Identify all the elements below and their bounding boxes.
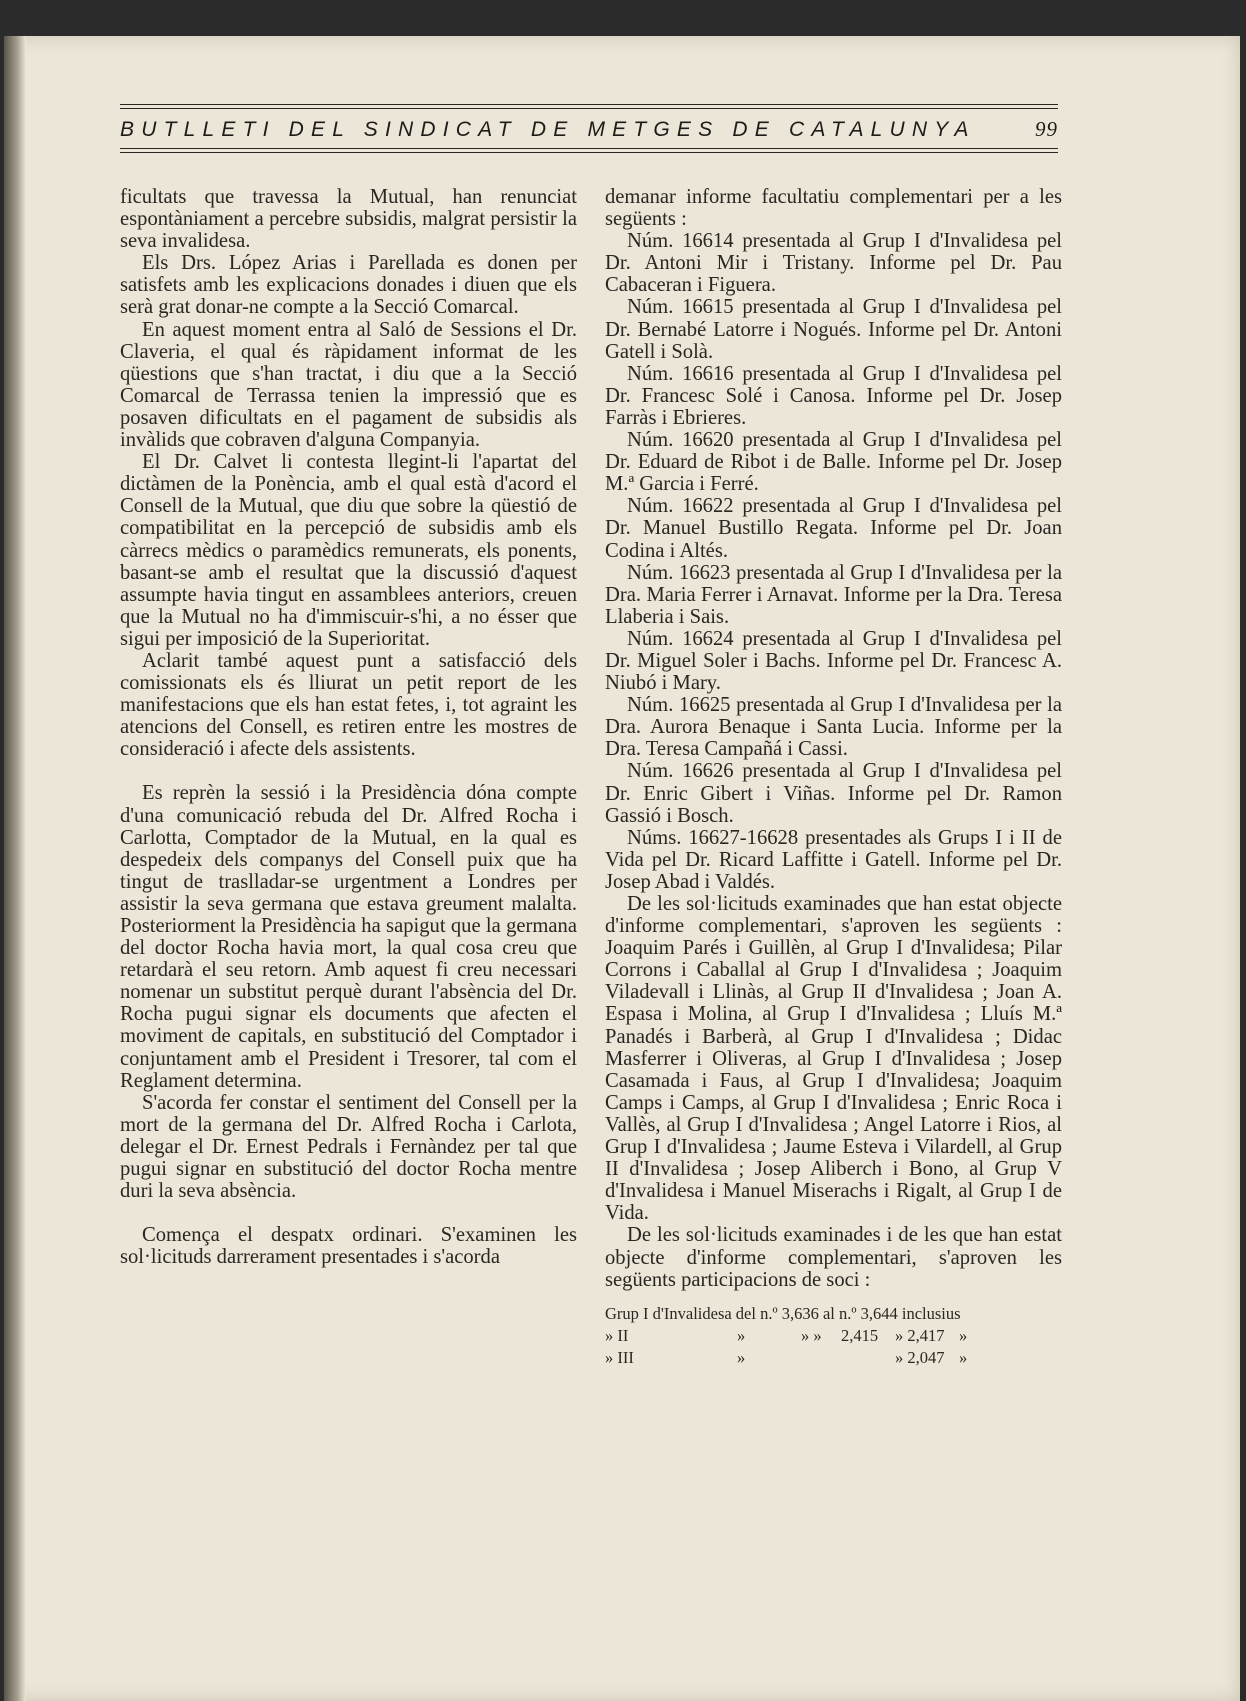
table-cell xyxy=(841,1347,895,1369)
table-row xyxy=(605,1347,1062,1369)
paragraph: Núm. 16616 presentada al Grup I d'Invalidesa pel Dr. Francesc Solé i Canosa. Informe pel Dr. Josep Farràs i Ebrieres. xyxy=(605,362,1062,429)
table-cell: » » xyxy=(801,1325,822,1345)
paragraph: Núm. 16620 presentada al Grup I d'Invalidesa pel Dr. Eduard de Ribot i de Balle. Informe pel Dr. Josep M.ª Garcia i Ferré. xyxy=(605,429,1062,496)
table-cell: » xyxy=(737,1325,746,1345)
left-column xyxy=(120,186,577,1268)
table-cell: » II xyxy=(605,1325,629,1345)
paragraph: Núm. 16625 presentada al Grup I d'Invalidesa per la Dra. Aurora Benaque i Santa Lucia. Informe per la Dra. Teresa Campañá i Cassi. xyxy=(605,694,1062,761)
table-cell: » xyxy=(959,1325,968,1345)
paragraph: En aquest moment entra al Saló de Sessions el Dr. Claveria, el qual és ràpidament informat de les qüestions que s'han tractat, i diu que a la Secció Comarcal de Terrassa tenien la impressió que es posaven dificultats en el pagament de subsidis als invàlids que cobraven d'alguna Companyia. xyxy=(120,318,577,452)
table-cell: 2,415 xyxy=(841,1325,879,1345)
right-column xyxy=(605,186,1062,1369)
paragraph: Núm. 16614 presentada al Grup I d'Invalidesa pel Dr. Antoni Mir i Tristany. Informe pel Dr. Pau Cabaceran i Figuera. xyxy=(605,230,1062,297)
paragraph: Núm. 16623 presentada al Grup I d'Invalidesa per la Dra. Maria Ferrer i Arnavat. Informe per la Dra. Teresa Llaberia i Sais. xyxy=(605,561,1062,628)
header-rule-bottom xyxy=(120,148,1058,149)
paragraph: Es reprèn la sessió i la Presidència dóna compte d'una comunicació rebuda del Dr. Alfred Rocha i Carlotta, Comptador de la Mutual, en la qual es despedeix dels companys del Consell puix que ha tingut de traslladar-se urgentment a Londres per assistir la seva germana que estava greument malalta. Posteriorment la Presidència ha sapigut que la germana del doctor Rocha havia mort, la qual cosa creu que retardarà el seu retorn. Amb aquest fi creu necessari nomenar un substitut perquè durant l'absència del Dr. Rocha pugui signar els documents que afecten el moviment de capitals, en substitució del Comptador i conjuntament amb el President i Tresorer, tal com el Reglament determina. xyxy=(120,782,577,1092)
paragraph: De les sol·licituds examinades que han estat objecte d'informe complementari, s'aproven les següents : Joaquim Parés i Guillèn, al Grup I d'Invalidesa; Pilar Corrons i Caballal al Grup I d'Invalidesa ; Joaquim Viladevall i Llinàs, al Grup II d'Invalidesa ; Joan A. Espasa i Molina, al Grup I d'Invalidesa ; Lluís M.ª Panadés i Barberà, al Grup I d'Invalidesa ; Didac Masferrer i Oliveras, al Grup I d'Invalidesa ; Josep Casamada i Faus, al Grup I d'Invalidesa; Joaquim Camps i Camps, al Grup I d'Invalidesa ; Enric Roca i Vallès, al Grup I d'Invalidesa ; Angel Latorre i Rios, al Grup I d'Invalidesa ; Jaume Esteva i Vilardell, al Grup II d'Invalidesa ; Josep Aliberch i Bono, al Grup V d'Invalidesa i Manuel Miserachs i Rigalt, al Grup I de Vida. xyxy=(605,893,1062,1225)
paragraph: demanar informe facultatiu complementari per a les següents : xyxy=(605,186,1062,231)
paragraph: El Dr. Calvet li contesta llegint-li l'apartat del dictàmen de la Ponència, amb el qual està d'acord el Consell de la Mutual, que diu que sobre la qüestió de compatibilitat en la percepció de subsidis amb els càrrecs mèdics o paramèdics remunerats, els ponents, basant-se amb el resultat que la discussió d'aquest assumpte havia tingut en assamblees anteriors, creuen que la Mutual no ha d'immiscuir-s'hi, a no ésser que sigui per imposició de la Superioritat. xyxy=(120,451,577,650)
header-rule-top-2 xyxy=(120,108,1058,109)
table-cell: » 2,047 xyxy=(895,1347,945,1367)
page-spine-shadow xyxy=(4,36,26,1701)
paragraph: S'acorda fer constar el sentiment del Consell per la mort de la germana del Dr. Alfred Rocha i Carlota, delegar el Dr. Ernest Pedrals i Fernàndez per tal que pugui signar en substitució del doctor Rocha mentre duri la seva absència. xyxy=(120,1091,577,1203)
page-number: 99 xyxy=(1035,117,1058,141)
paragraph: Els Drs. López Arias i Parellada es donen per satisfets amb les explicacions donades i diuen que els serà grat donar-ne compte a la Secció Comarcal. xyxy=(120,252,577,319)
paragraph: Núm. 16615 presentada al Grup I d'Invalidesa pel Dr. Bernabé Latorre i Nogués. Informe pel Dr. Antoni Gatell i Solà. xyxy=(605,296,1062,363)
table-cell: » III xyxy=(605,1347,634,1367)
journal-title: BUTLLETI DEL SINDICAT DE METGES DE CATALUNYA xyxy=(120,117,976,141)
header-line xyxy=(120,117,1058,142)
paragraph: Comença el despatx ordinari. S'examinen les sol·licituds darrerament presentades i s'acorda xyxy=(120,1224,577,1269)
table-row xyxy=(605,1325,1062,1347)
header-rule-bottom-2 xyxy=(120,152,1058,153)
membership-table xyxy=(605,1303,1062,1369)
paragraph: Núm. 16622 presentada al Grup I d'Invalidesa pel Dr. Manuel Bustillo Regata. Informe pel Dr. Joan Codina i Altés. xyxy=(605,495,1062,562)
table-cell: Grup I d'Invalidesa del n.º 3,636 al n.º 3,644 inclusius xyxy=(605,1303,961,1323)
paragraph: Núm. 16626 presentada al Grup I d'Invalidesa pel Dr. Enric Gibert i Viñas. Informe pel Dr. Ramon Gassió i Bosch. xyxy=(605,760,1062,827)
paragraph: Núms. 16627-16628 presentades als Grups I i II de Vida pel Dr. Ricard Laffitte i Gatell. Informe pel Dr. Josep Abad i Valdés. xyxy=(605,826,1062,893)
table-cell: » xyxy=(959,1347,968,1367)
table-row xyxy=(605,1303,1062,1325)
table-cell xyxy=(801,1347,841,1369)
table-cell: » 2,417 xyxy=(895,1325,945,1345)
table-cell: » xyxy=(737,1347,746,1367)
paragraph: ficultats que travessa la Mutual, han renunciat espontàniament a percebre subsidis, malgrat persistir la seva invalidesa. xyxy=(120,186,577,253)
header-rule-top xyxy=(120,104,1058,105)
paragraph: Núm. 16624 presentada al Grup I d'Invalidesa pel Dr. Miguel Soler i Bachs. Informe pel Dr. Francesc A. Niubó i Mary. xyxy=(605,627,1062,695)
paragraph: De les sol·licituds examinades i de les que han estat objecte d'informe complementari, s'aproven les següents participacions de soci : xyxy=(605,1224,1062,1291)
paragraph: Aclarit també aquest punt a satisfacció dels comissionats els és lliurat un petit report de les manifestacions que els han estat fetes, i, tot agraint les atencions del Consell, es retiren entre les mostres de consideració i afecte dels assistents. xyxy=(120,649,577,761)
running-header xyxy=(120,104,1058,156)
